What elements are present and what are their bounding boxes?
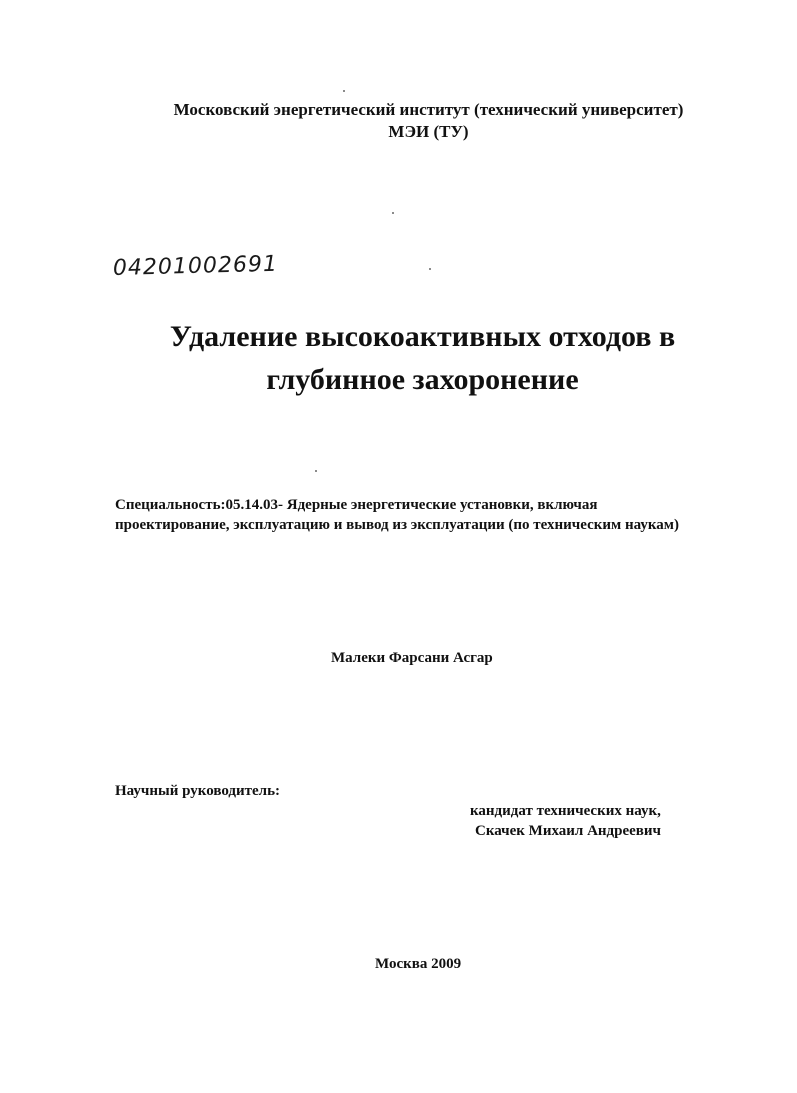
specialty-line-2: проектирование, эксплуатацию и вывод из эксплуатации (по техническим наукам)	[115, 517, 679, 533]
advisor-degree: кандидат технических наук,	[470, 803, 661, 819]
scan-speck	[429, 268, 431, 270]
advisor-name: Скачек Михаил Андреевич	[475, 823, 661, 839]
city-and-year: Москва 2009	[375, 956, 462, 972]
author-name: Малеки Фарсани Асгар	[331, 650, 493, 666]
institute-name: Московский энергетический институт (технический университет)	[173, 100, 684, 119]
scan-speck	[315, 470, 317, 472]
scan-speck	[343, 90, 345, 92]
thesis-title-line-2: глубинное захоронение	[266, 363, 579, 396]
thesis-title-line-1: Удаление высокоактивных отходов в	[169, 320, 676, 353]
scan-speck	[392, 212, 394, 214]
institute-abbreviation: МЭИ (ТУ)	[388, 122, 469, 141]
handwritten-inventory-number: 04201002691	[112, 251, 279, 281]
advisor-label: Научный руководитель:	[115, 783, 280, 799]
specialty-line-1: Специальность:05.14.03- Ядерные энергетические установки, включая	[115, 497, 598, 513]
specialty-block	[115, 495, 775, 535]
